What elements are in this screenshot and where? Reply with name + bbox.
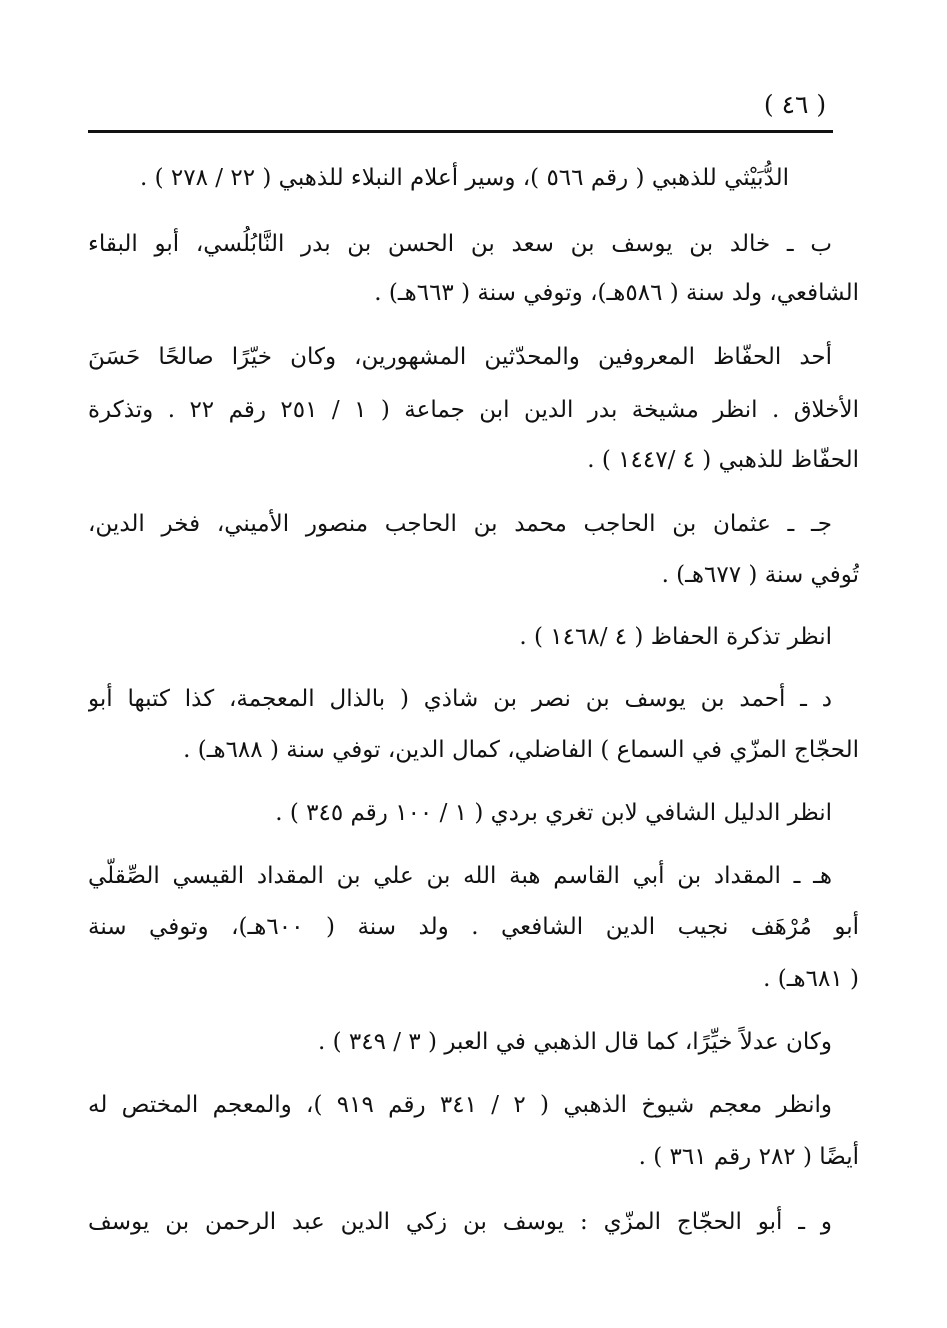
text-line: الحفّاظ للذهبي ( ٤ /١٤٤٧ ) .: [587, 447, 859, 473]
text-line: وانظر معجم شيوخ الذهبي ( ٢ / ٣٤١ رقم ٩١٩ )، والمعجم المختص له: [88, 1092, 832, 1118]
text-line: انظر تذكرة الحفاظ ( ٤ /١٤٦٨ ) .: [519, 624, 832, 650]
text-line: أحد الحفّاظ المعروفين والمحدّثين المشهورين، وكان خيّرًا صالحًا حَسَنَ: [88, 344, 832, 370]
text-line: الدُّبَيْثي للذهبي ( رقم ٥٦٦ )، وسير أعلام النبلاء للذهبي ( ٢٢ / ٢٧٨ ) .: [140, 165, 789, 191]
text-line: د ـ أحمد بن يوسف بن نصر بن شاذي ( بالذال المعجمة، كذا كتبها أبو: [88, 686, 832, 712]
text-line: ب ـ خالد بن يوسف بن سعد بن الحسن بن بدر النَّابُلُسي، أبو البقاء: [88, 231, 832, 257]
page-number: ( ٤٦ ): [763, 90, 827, 119]
text-line: وكان عدلاً خيِّرًا، كما قال الذهبي في العبر ( ٣ / ٣٤٩ ) .: [318, 1029, 832, 1055]
text-line: جـ ـ عثمان بن الحاجب محمد بن الحاجب منصور الأميني، فخر الدين،: [88, 511, 832, 537]
text-line: أيضًا ( ٢٨٢ رقم ٣٦١ ) .: [638, 1144, 859, 1170]
text-line: ( ٦٨١هـ) .: [763, 966, 859, 992]
text-line: انظر الدليل الشافي لابن تغري بردي ( ١ / ١٠٠ رقم ٣٤٥ ) .: [275, 800, 832, 826]
text-line: و ـ أبو الحجّاج المزّي : يوسف بن زكي الدين عبد الرحمن بن يوسف: [88, 1209, 832, 1235]
text-line: الأخلاق . انظر مشيخة بدر الدين ابن جماعة ( ١ / ٢٥١ رقم ٢٢ . وتذكرة: [88, 397, 859, 423]
text-line: الحجّاج المزّي في السماع ) الفاضلي، كمال الدين، توفي سنة ( ٦٨٨هـ) .: [183, 737, 859, 763]
text-line: أبو مُرْهَف نجيب الدين الشافعي . ولد سنة ( ٦٠٠هـ)، وتوفي سنة: [88, 914, 859, 940]
text-line: تُوفي سنة ( ٦٧٧هـ) .: [661, 562, 859, 588]
text-line: هـ ـ المقداد بن أبي القاسم هبة الله بن علي بن المقداد القيسي الصِّقلّي: [88, 863, 832, 889]
text-line: الشافعي، ولد سنة ( ٥٨٦هـ)، وتوفي سنة ( ٦٦٣هـ) .: [374, 280, 859, 306]
header-rule: [88, 130, 833, 133]
